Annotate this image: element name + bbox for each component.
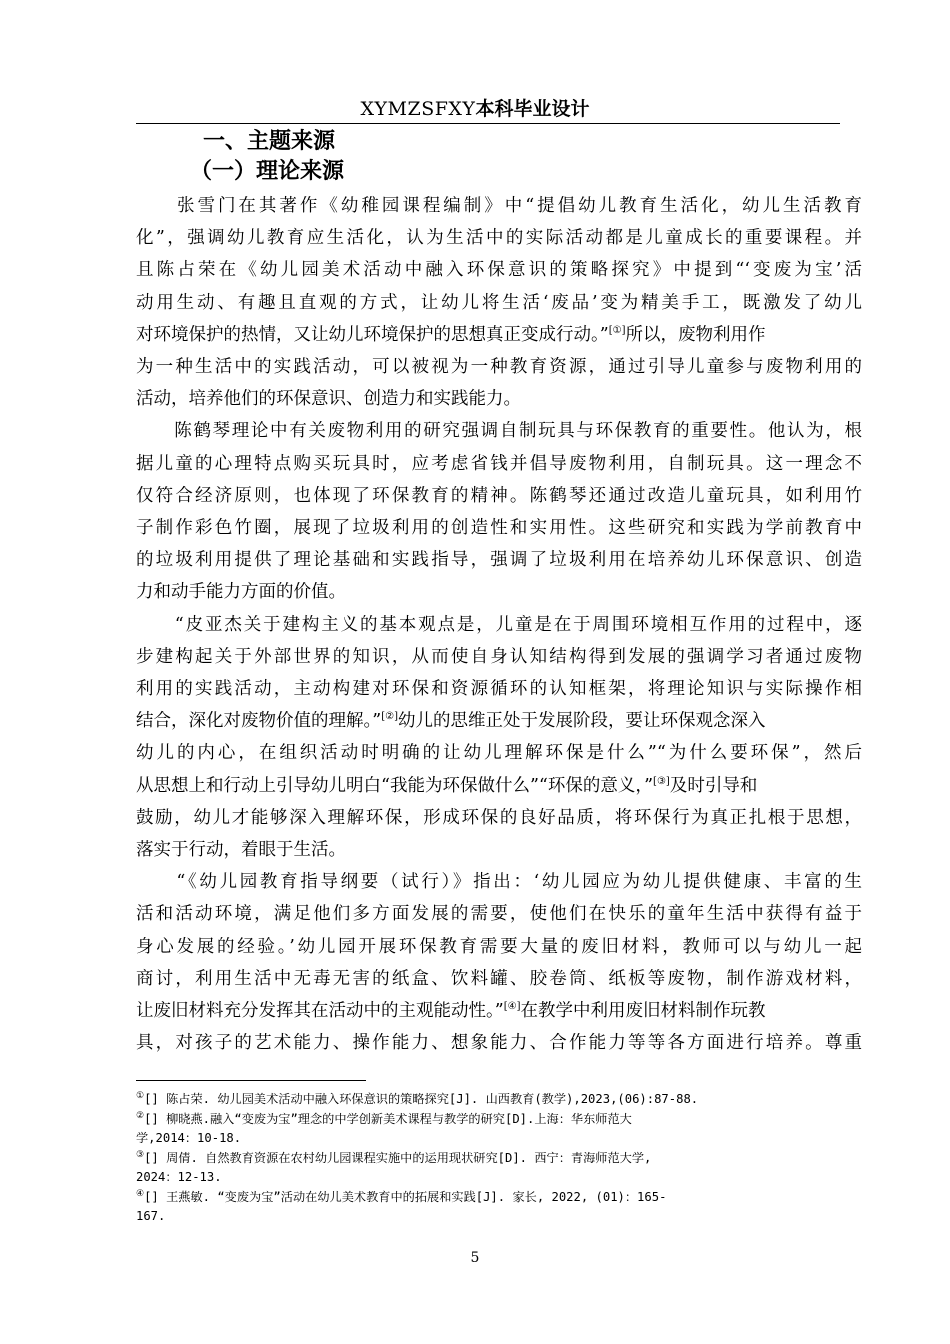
footnote-text: [] 柳晓燕.融入“变废为宝”理念的中学创新美术课程与教学的研究[D].上海：华东师范大	[144, 1111, 632, 1126]
paragraph-2	[136, 415, 862, 608]
footnote-text: 2024：12-13.	[136, 1170, 222, 1184]
text-line: 仅符合经济原则，也体现了环保教育的精神。陈鹤琴还通过改造儿童玩具，如利用竹	[136, 485, 862, 506]
text-line: 张雪门在其著作《幼稚园课程编制》中“提倡幼儿教育生活化，幼儿生活教育	[136, 196, 862, 216]
header-rule	[136, 123, 840, 124]
text-line: 陈鹤琴理论中有关废物利用的研究强调自制玩具与环保教育的重要性。他认为，根	[136, 421, 862, 442]
text-segment: 让废旧材料充分发挥其在活动中的主观能动性。”	[136, 1001, 504, 1022]
body-text	[136, 190, 862, 1059]
page-number: 5	[470, 1250, 480, 1266]
footnote-3	[136, 1149, 856, 1188]
text-line: 力和动手能力方面的价值。	[136, 582, 346, 603]
footnote-text: 167.	[136, 1209, 166, 1223]
text-line: 利用的实践活动，主动构建对环保和资源循环的认知框架，将理论知识与实际操作相	[136, 679, 862, 700]
text-line: 落实于行动，着眼于生活。	[136, 840, 346, 861]
text-line: 化”，强调幼儿教育应生活化，认为生活中的实际活动都是儿童成长的重要课程。并	[136, 228, 862, 249]
text-segment: 结合，深化对废物价值的理解。”	[136, 711, 382, 732]
text-line: 身心发展的经验。’幼儿园开展环保教育需要大量的废旧材料，教师可以与幼儿一起	[136, 936, 862, 957]
section-heading: 一、主题来源	[203, 129, 336, 154]
text-line: 商讨，利用生活中无毒无害的纸盒、饮料罐、胶卷筒、纸板等废物，制作游戏材料，	[136, 968, 862, 989]
footnote-mark: ①	[136, 1090, 145, 1101]
footnotes	[136, 1090, 856, 1227]
text-line: 活动，培养他们的环保意识、创造力和实践能力。	[136, 389, 521, 410]
text-line: 据儿童的心理特点购买玩具时，应考虑省钱并倡导废物利用，自制玩具。这一理念不	[136, 453, 862, 474]
running-header	[0, 98, 950, 120]
footnote-mark: ④	[136, 1188, 145, 1199]
text-segment: 在教学中利用废旧材料制作玩教	[520, 1001, 766, 1022]
text-line: “《幼儿园教育指导纲要（试行）》指出：‘幼儿园应为幼儿提供健康、丰富的生	[136, 872, 862, 893]
citation-mark: [②]	[381, 711, 398, 723]
subsection-heading: （一）理论来源	[190, 159, 345, 184]
paragraph-4	[136, 866, 862, 1059]
footnote-text: [] 周倩. 自然教育资源在农村幼儿园课程实施中的运用现状研究[D]. 西宁：青海师范大学,	[144, 1150, 652, 1165]
header-title-en: XYMZSFXY	[360, 98, 476, 120]
text-line: 活和活动环境，满足他们多方面发展的需要，使他们在快乐的童年生活中获得有益于	[136, 904, 862, 925]
paragraph-3	[136, 609, 862, 867]
text-line: 具，对孩子的艺术能力、操作能力、想象能力、合作能力等等各方面进行培养。尊重	[136, 1033, 862, 1054]
footnote-text: [] 陈占荣. 幼儿园美术活动中融入环保意识的策略探究[J]. 山西教育(教学),2023,(06):87-88.	[144, 1092, 699, 1106]
footnote-text: [] 王燕敏. “变废为宝”活动在幼儿美术教育中的拓展和实践[J]. 家长, 2022, (01)：165-	[144, 1189, 667, 1204]
citation-mark: [③]	[653, 775, 670, 787]
footnote-text: 学,2014：10-18.	[136, 1131, 242, 1145]
text-line-with-citation	[136, 995, 862, 1027]
footnote-1	[136, 1090, 856, 1110]
text-line: 动用生动、有趣且直观的方式，让幼儿将生活‘废品’变为精美手工，既激发了幼儿	[136, 292, 862, 313]
text-line: 子制作彩色竹圈，展现了垃圾利用的创造性和实用性。这些研究和实践为学前教育中	[136, 518, 862, 539]
text-line-with-citation	[136, 705, 862, 737]
footnote-separator	[136, 1080, 366, 1081]
footnote-mark: ②	[136, 1110, 145, 1121]
text-segment: 对环境保护的热情，又让幼儿环境保护的思想真正变成行动。”	[136, 324, 609, 345]
citation-mark: [①]	[608, 324, 626, 336]
footnote-mark: ③	[136, 1149, 145, 1160]
text-line-with-citation	[136, 319, 862, 351]
footnote-4	[136, 1188, 856, 1227]
text-line: 且陈占荣在《幼儿园美术活动中融入环保意识的策略探究》中提到“‘变废为宝’活	[136, 260, 862, 281]
text-line: 幼儿的内心，在组织活动时明确的让幼儿理解环保是什么”“为什么要环保”，然后	[136, 743, 862, 764]
text-segment: 及时引导和	[669, 775, 758, 796]
text-line: 鼓励，幼儿才能够深入理解环保，形成环保的良好品质，将环保行为真正扎根于思想，	[136, 807, 862, 828]
text-line: 步建构起关于外部世界的知识，从而使自身认知结构得到发展的强调学习者通过废物	[136, 646, 862, 667]
text-segment: 从思想上和行动上引导幼儿明白“我能为环保做什么”“环保的意义，”	[136, 775, 654, 796]
text-segment: 所以，废物利用作	[625, 324, 766, 345]
footnote-2	[136, 1110, 856, 1149]
text-line: “皮亚杰关于建构主义的基本观点是，儿童是在于周围环境相互作用的过程中，逐	[136, 614, 862, 635]
text-segment: 幼儿的思维正处于发展阶段，要让环保观念深入	[397, 711, 766, 732]
text-line: 的垃圾利用提供了理论基础和实践指导，强调了垃圾利用在培养幼儿环保意识、创造	[136, 550, 862, 571]
paragraph-1	[136, 190, 862, 415]
text-line-with-citation	[136, 770, 862, 802]
header-title-cn: 本科毕业设计	[475, 98, 590, 120]
citation-mark: [④]	[503, 1001, 521, 1013]
text-line: 为一种生活中的实践活动，可以被视为一种教育资源，通过引导儿童参与废物利用的	[136, 357, 862, 378]
